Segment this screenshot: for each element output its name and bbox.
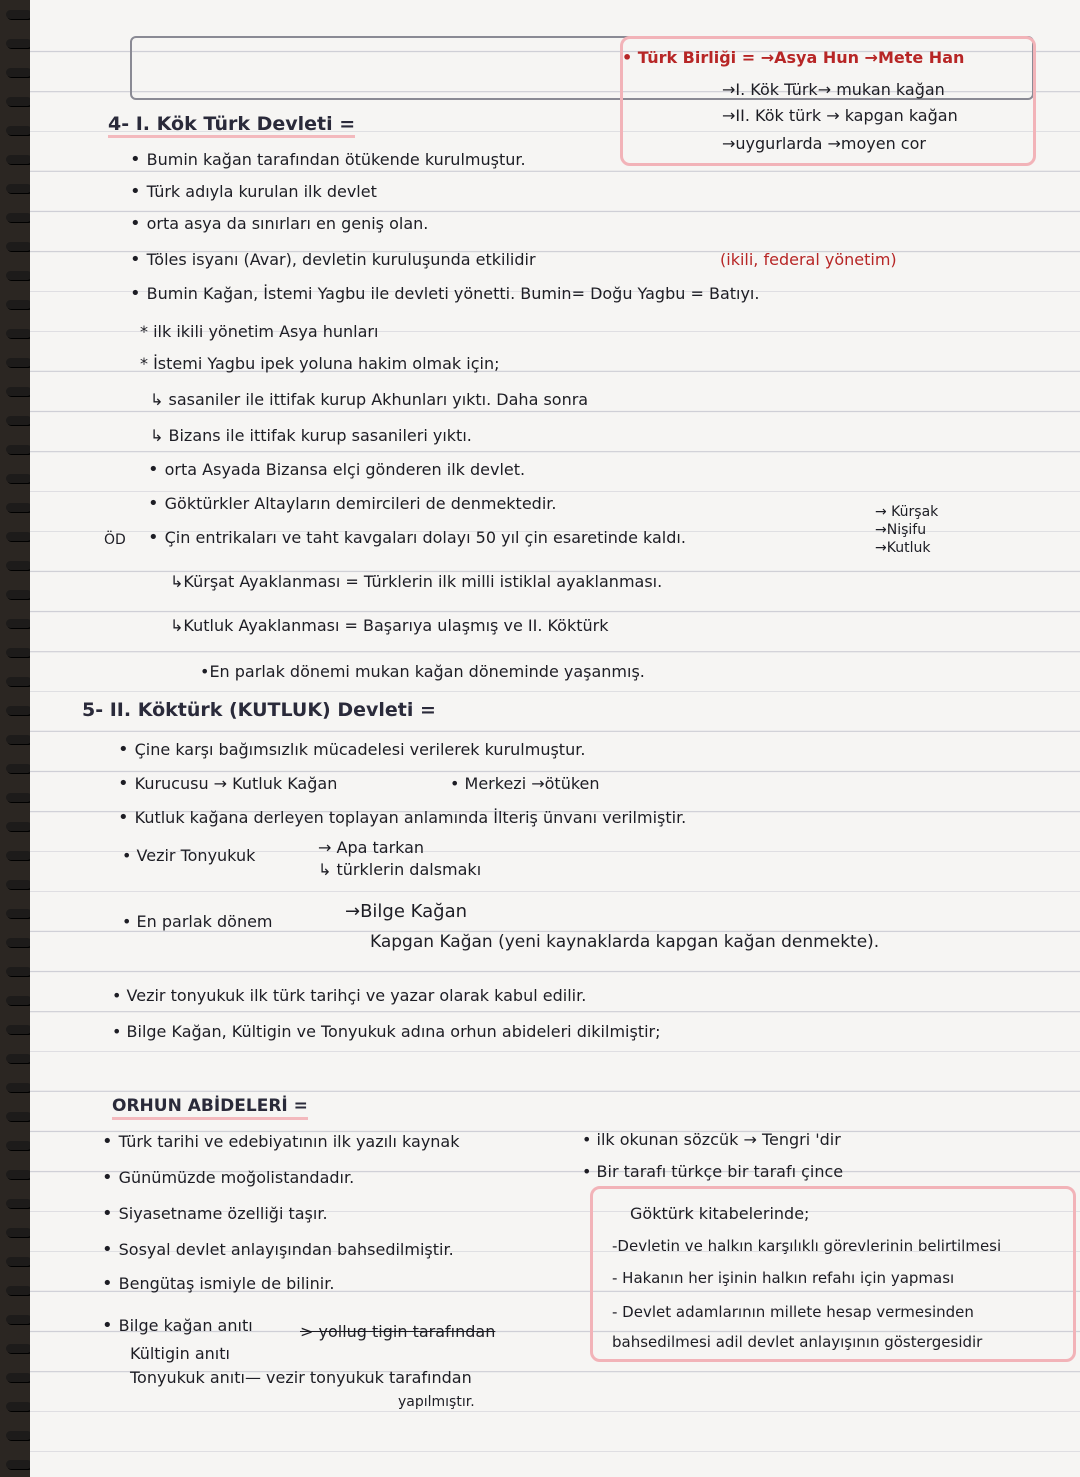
turk-birligi-line2: →I. Kök Türk→ mukan kağan	[722, 80, 945, 99]
spiral-ring	[6, 1228, 32, 1237]
section4-item-1: • Bumin kağan tarafından ötükende kurulmuştur.	[130, 150, 526, 170]
spiral-ring	[6, 1141, 32, 1150]
spiral-ring	[6, 996, 32, 1005]
kitabe-line-1: -Devletin ve halkın karşılıklı görevlerinin belirtilmesi	[612, 1237, 1002, 1255]
section4-item-4: • Töles isyanı (Avar), devletin kuruluşunda etkilidir	[130, 250, 536, 270]
spiral-ring	[6, 1083, 32, 1092]
section4-bright: •En parlak dönemi mukan kağan döneminde yaşanmış.	[200, 662, 645, 681]
revolt-1: ↳Kürşat Ayaklanması = Türklerin ilk milli istiklal ayaklanması.	[170, 572, 663, 591]
spiral-ring	[6, 1286, 32, 1295]
spiral-ring	[6, 39, 32, 48]
notebook-spiral	[0, 0, 32, 1477]
spiral-ring	[6, 1431, 32, 1440]
orhun-item-6: • Bilge kağan anıtı	[102, 1316, 253, 1336]
spiral-ring	[6, 1315, 32, 1324]
spiral-ring	[6, 619, 32, 628]
section5-center: • Merkezi →ötüken	[450, 774, 600, 793]
spiral-ring	[6, 10, 32, 19]
spiral-ring	[6, 184, 32, 193]
kitabe-line-4: bahsedilmesi adil devlet anlayışının göstergesidir	[612, 1333, 983, 1351]
spiral-ring	[6, 532, 32, 541]
section5-best-2: Kapgan Kağan (yeni kaynaklarda kapgan kağan denmekte).	[370, 932, 880, 952]
spiral-ring	[6, 880, 32, 889]
spiral-ring	[6, 387, 32, 396]
section4-star-1: * ilk ikili yönetim Asya hunları	[140, 322, 379, 341]
spiral-ring	[6, 126, 32, 135]
orhun-right-1: • ilk okunan sözcük → Tengri 'dir	[582, 1130, 841, 1149]
spiral-ring	[6, 1344, 32, 1353]
side-list-1: → Kürşak	[875, 504, 939, 520]
spiral-ring	[6, 300, 32, 309]
spiral-ring	[6, 851, 32, 860]
orhun-by1: > yollug tigin tarafından	[300, 1322, 496, 1341]
section4-item-5: • Bumin Kağan, İstemi Yagbu ile devleti yönetti. Bumin= Doğu Yagbu = Batıyı.	[130, 284, 759, 304]
spiral-ring	[6, 68, 32, 77]
section4-arrow-1: ↳ sasaniler ile ittifak kurup Akhunları yıktı. Daha sonra	[150, 390, 589, 409]
spiral-ring	[6, 503, 32, 512]
spiral-ring	[6, 1257, 32, 1266]
spiral-ring	[6, 1112, 32, 1121]
spiral-ring	[6, 242, 32, 251]
spiral-ring	[6, 1373, 32, 1382]
turk-birligi-line4: →uygurlarda →moyen cor	[722, 134, 926, 153]
section4-item-3: • orta asya da sınırları en geniş olan.	[130, 214, 428, 234]
orhun-kul: Kültigin anıtı	[130, 1344, 230, 1363]
spiral-ring	[6, 213, 32, 222]
kitabe-line-3: - Devlet adamlarının millete hesap vermesinden	[612, 1303, 974, 1321]
section4-item-6: • orta Asyada Bizansa elçi gönderen ilk devlet.	[148, 460, 525, 480]
orhun-item-2: • Günümüzde moğolistandadır.	[102, 1168, 354, 1188]
section4-item-2: • Türk adıyla kurulan ilk devlet	[130, 182, 377, 202]
orhun-tony-2: yapılmıştır.	[398, 1394, 475, 1410]
spiral-ring	[6, 590, 32, 599]
section5-best: • En parlak dönem	[122, 912, 273, 931]
spiral-ring	[6, 967, 32, 976]
section5-vezir-arrow-1: → Apa tarkan	[318, 838, 425, 857]
spiral-ring	[6, 1025, 32, 1034]
spiral-ring	[6, 1460, 32, 1469]
section4-star-2: * İstemi Yagbu ipek yoluna hakim olmak için;	[140, 354, 500, 373]
spiral-ring	[6, 1170, 32, 1179]
orhun-heading: ORHUN ABİDELERİ =	[112, 1096, 308, 1120]
section5-item-3: • Kutluk kağana derleyen toplayan anlamında İlteriş ünvanı verilmiştir.	[118, 808, 686, 828]
spiral-ring	[6, 1199, 32, 1208]
spiral-ring	[6, 793, 32, 802]
spiral-ring	[6, 445, 32, 454]
spiral-ring	[6, 155, 32, 164]
section5-best-1: →Bilge Kağan	[345, 901, 468, 922]
orhun-item-4: • Sosyal devlet anlayışından bahsedilmiştir.	[102, 1240, 454, 1260]
spiral-ring	[6, 909, 32, 918]
spiral-ring	[6, 764, 32, 773]
kitabe-title: Göktürk kitabelerinde;	[630, 1204, 810, 1223]
orhun-item-5: • Bengütaş ismiyle de bilinir.	[102, 1274, 334, 1294]
section5-hist: • Vezir tonyukuk ilk türk tarihçi ve yazar olarak kabul edilir.	[112, 986, 587, 1005]
section5-item-1: • Çine karşı bağımsızlık mücadelesi verilerek kurulmuştur.	[118, 740, 585, 760]
revolt-2: ↳Kutluk Ayaklanması = Başarıya ulaşmış ve II. Köktürk	[170, 616, 609, 635]
orhun-right-2: • Bir tarafı türkçe bir tarafı çince	[582, 1162, 844, 1181]
kitabe-line-2: - Hakanın her işinin halkın refahı için yapması	[612, 1269, 955, 1287]
spiral-ring	[6, 271, 32, 280]
turk-birligi-line3: →II. Kök türk → kapgan kağan	[722, 106, 958, 125]
spiral-ring	[6, 97, 32, 106]
spiral-ring	[6, 358, 32, 367]
spiral-ring	[6, 822, 32, 831]
section4-item-8: • Çin entrikaları ve taht kavgaları dolayı 50 yıl çin esaretinde kaldı.	[148, 528, 686, 548]
spiral-ring	[6, 416, 32, 425]
turk-birligi-line1: • Türk Birliği = →Asya Hun →Mete Han	[622, 48, 965, 67]
section4-item-7: • Göktürkler Altayların demircileri de denmektedir.	[148, 494, 556, 514]
spiral-ring	[6, 735, 32, 744]
section5-vezir: • Vezir Tonyukuk	[122, 846, 256, 865]
section4-ikili-note: (ikili, federal yönetim)	[720, 250, 897, 269]
section5-bilge: • Bilge Kağan, Kültigin ve Tonyukuk adına orhun abideleri dikilmiştir;	[112, 1022, 661, 1041]
spiral-ring	[6, 474, 32, 483]
section5-heading: 5- II. Köktürk (KUTLUK) Devleti =	[82, 699, 436, 721]
section5-vezir-arrow-2: ↳ türklerin dalsmakı	[318, 860, 482, 879]
spiral-ring	[6, 677, 32, 686]
spiral-ring	[6, 1054, 32, 1063]
section4-arrow-2: ↳ Bizans ile ittifak kurup sasanileri yıktı.	[150, 426, 472, 445]
section4-heading: 4- I. Kök Türk Devleti =	[108, 114, 355, 138]
spiral-ring	[6, 938, 32, 947]
spiral-ring	[6, 561, 32, 570]
side-list-2: →Nişifu	[875, 522, 927, 538]
orhun-item-3: • Siyasetname özelliği taşır.	[102, 1204, 328, 1224]
orhun-item-1: • Türk tarihi ve edebiyatının ilk yazılı kaynak	[102, 1132, 460, 1152]
spiral-ring	[6, 706, 32, 715]
spiral-ring	[6, 648, 32, 657]
orhun-tony: Tonyukuk anıtı— vezir tonyukuk tarafından	[130, 1368, 472, 1387]
margin-mark: ÖD	[104, 532, 126, 548]
section5-item-2: • Kurucusu → Kutluk Kağan	[118, 774, 337, 794]
spiral-ring	[6, 329, 32, 338]
spiral-ring	[6, 1402, 32, 1411]
side-list-3: →Kutluk	[875, 540, 931, 556]
